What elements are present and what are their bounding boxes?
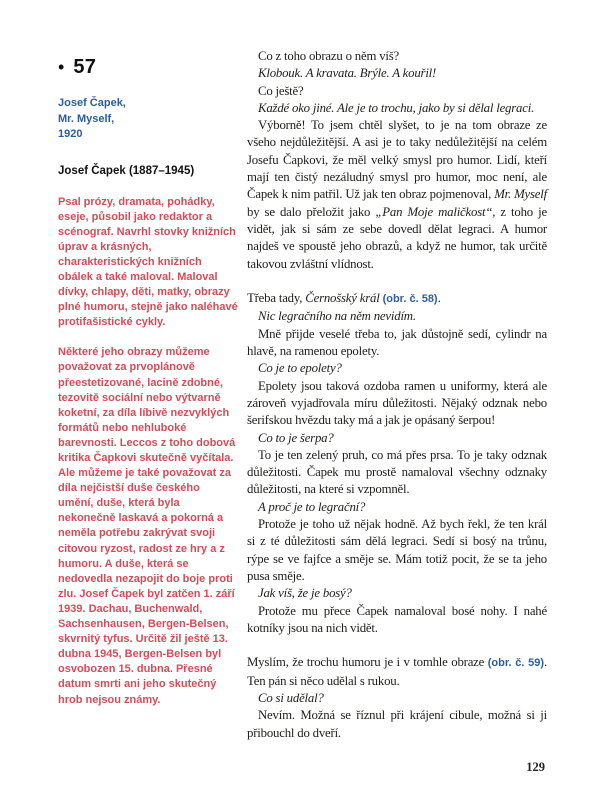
text-section <box>247 290 547 637</box>
paragraph <box>247 117 547 273</box>
artwork-caption-line: Josef Čapek, <box>58 97 126 109</box>
paragraph <box>247 83 547 100</box>
paragraph <box>247 603 547 638</box>
body-text: Co z toho obrazu o něm víš? <box>258 49 400 63</box>
italic-dialogue-text: Co to je šerpa? <box>258 430 334 445</box>
body-text: Mně přijde veselé třeba to, jak důstojně sedí, cylindr na hlavě, na ramenou epolety. <box>247 326 547 359</box>
italic-dialogue-text: Jak víš, že je bosý? <box>258 586 352 601</box>
figure-reference: (obr. č. 58) <box>382 293 438 306</box>
sidebar <box>58 57 238 723</box>
italic-dialogue-text: Klobouk. A kravata. Brýle. A kouřil! <box>258 66 437 81</box>
figure-reference: (obr. č. 59) <box>487 657 544 670</box>
text-section <box>247 654 547 741</box>
figure-number-heading <box>58 57 238 77</box>
paragraph <box>247 290 547 308</box>
paragraph <box>247 499 547 516</box>
paragraph <box>247 100 547 117</box>
figure-number: 57 <box>73 56 97 78</box>
artwork-caption <box>58 96 238 143</box>
artwork-caption-line: 1920 <box>58 128 83 140</box>
page-number: 129 <box>526 760 545 774</box>
paragraph <box>247 65 547 82</box>
paragraph <box>247 447 547 499</box>
text-section <box>247 48 547 273</box>
italic-dialogue-text: Co je to epolety? <box>258 361 342 376</box>
body-text: . Ten pán si něco udělal s rukou. <box>247 655 547 688</box>
paragraph <box>247 585 547 602</box>
main-text-column <box>247 48 547 742</box>
body-text: Třeba tady, <box>247 291 306 306</box>
paragraph <box>247 360 547 377</box>
body-text: Co ještě? <box>258 83 304 98</box>
body-text: , z toho je vidět, jak si sám ze sebe dovedl dělat legraci. A humor najdeš ve spoustě jeho obrazů, a když ne humor, tak určitě takovou zvláštní vlídnost. <box>247 204 547 271</box>
body-text: Nevím. Možná se říznul při krájení cibule, možná si ji přibouchl do dveří. <box>247 708 547 740</box>
bio-heading: Josef Čapek (1887–1945) <box>58 164 195 177</box>
italic-dialogue-text: Co si udělal? <box>258 690 324 705</box>
paragraph <box>247 707 547 742</box>
paragraph <box>247 690 547 707</box>
paragraph <box>247 430 547 447</box>
body-text: . <box>437 291 441 306</box>
body-text: To je ten zelený pruh, co má přes prsa. To je taky odznak důležitosti. Čapek mu prostě namaloval všechny odznaky důležitosti, na které si vzpomněl. <box>247 447 547 497</box>
body-text: Epolety jsou taková ozdoba ramen u uniformy, která ale zároveň vyjadřovala míru důležitosti. Nějaký odznak nebo šerifskou hvězdu taky má a jak je opásaný šerpou! <box>247 378 547 428</box>
body-text: by se dalo přeložit jako <box>247 204 376 219</box>
italic-dialogue-text: Černošský král <box>305 291 380 306</box>
bio-paragraph: Psal prózy, dramata, pohádky, eseje, působil jako redaktor a scénograf. Navrhl stovky knižních úprav a krásných, charakteristických knižních obálek a také maloval. Maloval dívky, chlapy, děti, matky, obrazy plné humoru, stejně jako naléhavé protifašistické cykly. <box>58 195 238 329</box>
italic-dialogue-text: Každé oko jiné. Ale je to trochu, jako by si dělal legraci. <box>258 100 535 115</box>
italic-dialogue-text: „Pan Moje maličkost“ <box>375 204 493 219</box>
bio-paragraph: Některé jeho obrazy můžeme považovat za prvoplánově přeestetizované, lacině zdobné, tezovitě sociální nebo výtvarně koketní, za díla líbivě nezvyklých formátů nebo nehluboké barevnosti. Leccos z toho dobová kritika Čapkovi skutečně vyčítala. Ale můžeme je také považovat za díla nejčistší duše českého umění, duše, která byla nekonečně laskavá a pokorná a neměla potřebu zakrývat svoji citovou ryzost, radost ze hry a z humoru. A duše, která se nedovedla nezapojit do boje proti zlu. Josef Čapek byl zatčen 1. září 1939. Dachau, Buchenwald, Sachsenhausen, Bergen-Belsen, skvrnitý tyfus. Určitě žil ještě 13. dubna 1945, Bergen-Belsen byl osvobozen 15. dubna. Přesné datum smrti ani jeho skutečný hrob nejsou známy. <box>58 346 236 706</box>
bio-text <box>58 195 238 708</box>
italic-dialogue-text: A proč je to legrační? <box>258 499 366 514</box>
body-text: Protože je toho už nějak hodně. Až bych řekl, že ten král si z té důležitosti sám dělá legraci. Sedí si bosý na trůnu, rýpe se ve fajfce a směje se. Mám totiž pocit, že se ta jeho pusa směje. <box>247 517 547 583</box>
italic-dialogue-text: Mr. Myself <box>494 187 548 202</box>
italic-dialogue-text: Nic legračního na něm nevidím. <box>258 309 416 324</box>
paragraph <box>247 654 547 690</box>
body-text: Výborně! To jsem chtěl slyšet, to je na tom obraze ze všeho nejdůležitější. A asi je to taky nedůležitější na celém Josefu Čapkovi, že měl velký smysl pro humor. Lidí, kteří mají ten čistý nezáludný smysl pro humor, moc není, ale Čapek k nim patřil. Už jak ten obraz pojmenoval, <box>247 118 547 202</box>
paragraph <box>247 326 547 361</box>
paragraph <box>247 48 547 65</box>
body-text: Myslím, že trochu humoru je i v tomhle obraze <box>247 655 488 670</box>
body-text: Protože mu přece Čapek namaloval bosé nohy. I nahé kotníky jsou na nich vidět. <box>247 603 547 635</box>
paragraph <box>247 308 547 325</box>
artwork-caption-line: Mr. Myself, <box>58 112 115 125</box>
paragraph <box>247 516 547 585</box>
paragraph <box>247 378 547 430</box>
bullet-icon: • <box>58 57 65 77</box>
